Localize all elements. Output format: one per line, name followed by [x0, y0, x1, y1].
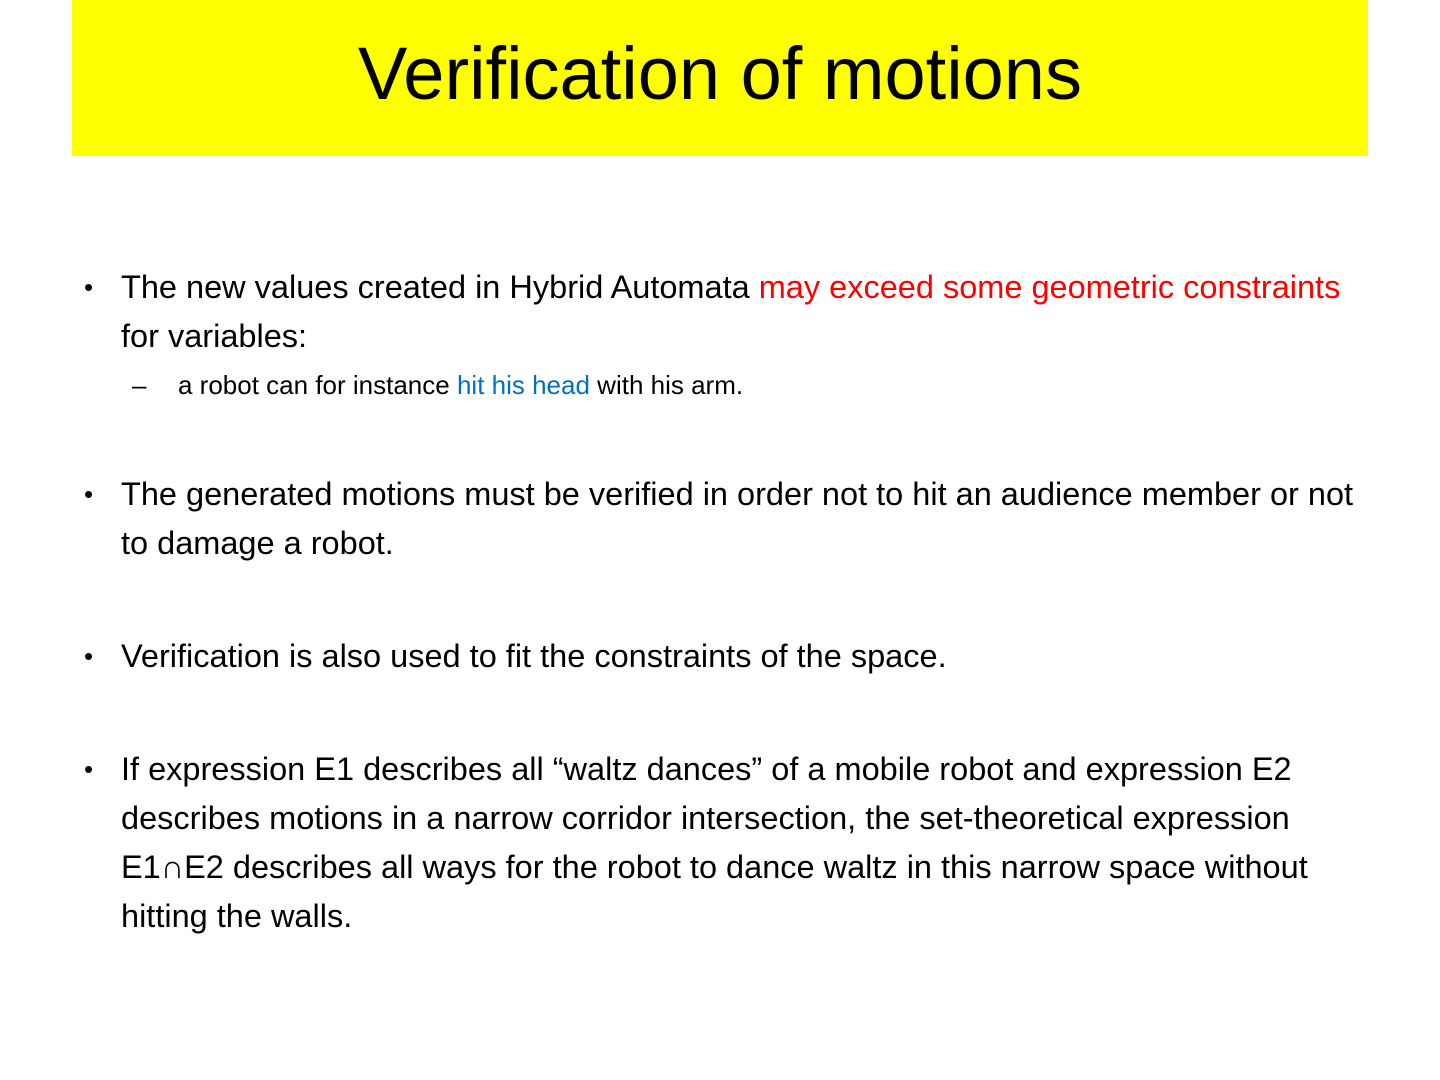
- bullet-highlight-red: may exceed some geometric constraints: [758, 269, 1341, 305]
- slide-body: [84, 263, 1374, 1005]
- bullet-icon: •: [84, 641, 94, 671]
- bullet-item-2: [84, 470, 1374, 568]
- bullet-text: The generated motions must be verified in order not to hit an audience member or not to damage a robot.: [121, 476, 1354, 561]
- bullet-text: If expression E1 describes all “waltz dances” of a mobile robot and expression E2 describes motions in a narrow corridor intersection, the set-theoretical expression E1∩E2 describes all ways for the robot to dance waltz in this narrow space without hitting the walls.: [121, 751, 1308, 934]
- dash-icon: –: [132, 370, 147, 400]
- bullet-text: for variables:: [121, 318, 308, 354]
- title-banner: [72, 0, 1368, 156]
- bullet-text: Verification is also used to fit the constraints of the space.: [121, 638, 947, 674]
- sub-bullet-text: with his arm.: [589, 370, 744, 400]
- bullet-item-1: [84, 263, 1374, 361]
- bullet-icon: •: [84, 754, 94, 784]
- bullet-text: The new values created in Hybrid Automata: [121, 269, 759, 305]
- bullet-item-3: [84, 632, 1374, 681]
- bullet-icon: •: [84, 272, 94, 302]
- slide-title: Verification of motions: [358, 32, 1082, 115]
- bullet-item-4: [84, 745, 1374, 941]
- sub-bullet-item: [84, 365, 1374, 405]
- sub-bullet-highlight-blue: hit his head: [456, 370, 590, 400]
- bullet-icon: •: [84, 479, 94, 509]
- sub-bullet-text: a robot can for instance: [178, 370, 457, 400]
